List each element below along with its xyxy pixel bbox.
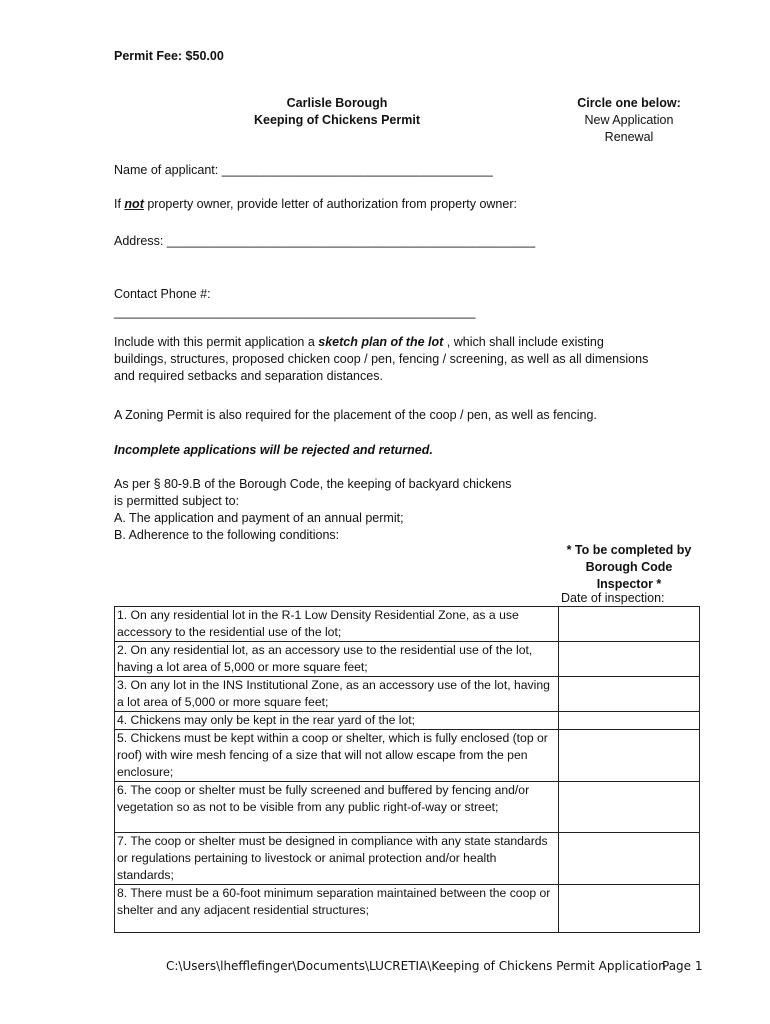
incomplete-note: Incomplete applications will be rejected and returned. (114, 443, 433, 457)
inspection-cell[interactable] (559, 833, 700, 885)
inspector-note (557, 542, 701, 593)
condition-row (115, 712, 700, 730)
phone-label: Contact Phone #: (114, 287, 211, 301)
condition-row (115, 833, 700, 885)
owner-authorization-line (114, 197, 517, 211)
inspector-line-1: * To be completed by (566, 543, 692, 557)
address-field: Address: _____________________________________________________ (114, 234, 536, 248)
condition-text: 1. On any residential lot in the R-1 Low Density Residential Zone, as a use accessory to the residential use of the lot; (115, 607, 559, 642)
code-item-a: A. The application and payment of an annual permit; (114, 511, 404, 525)
condition-text: 6. The coop or shelter must be fully screened and buffered by fencing and/or vegetation so as not to be visible from any public right-of-way or street; (115, 782, 559, 833)
form-title: Keeping of Chickens Permit (253, 113, 420, 127)
application-type (560, 95, 698, 146)
inspection-cell[interactable] (559, 607, 700, 642)
inspector-line-3: Inspector * (596, 577, 662, 591)
inspector-line-2: Borough Code (585, 560, 673, 574)
owner-prefix: If (114, 197, 125, 211)
inspection-date-label: Date of inspection: (561, 591, 665, 605)
permit-fee: Permit Fee: $50.00 (114, 49, 224, 63)
condition-row (115, 730, 700, 782)
condition-text: 5. Chickens must be kept within a coop or shelter, which is fully enclosed (top or roof) with wire mesh fencing of a size that will not allow escape from the pen enclosure; (115, 730, 559, 782)
sketch-suffix: , which shall include existing buildings, structures, proposed chicken coop / pen, fencing / screening, as well as all dimensions and required setbacks and separation distances. (114, 335, 649, 383)
owner-not-emphasis: not (124, 197, 144, 211)
condition-text: 4. Chickens may only be kept in the rear yard of the lot; (115, 712, 559, 730)
applicant-name-field: Name of applicant: _______________________________________ (114, 163, 493, 177)
option-new-application: New Application (584, 113, 674, 127)
sketch-plan-paragraph (114, 334, 654, 385)
inspection-cell[interactable] (559, 712, 700, 730)
owner-suffix: property owner, provide letter of authorization from property owner: (143, 197, 517, 211)
option-renewal: Renewal (604, 130, 654, 144)
code-line-2: is permitted subject to: (114, 494, 240, 508)
sketch-emphasis: sketch plan of the lot (318, 335, 444, 349)
conditions-table (114, 606, 700, 933)
borough-code-section (114, 476, 564, 544)
code-line-1: As per § 80-9.B of the Borough Code, the keeping of backyard chickens (114, 477, 512, 491)
contact-phone-field (114, 285, 476, 321)
sketch-prefix: Include with this permit application a (114, 335, 319, 349)
condition-row (115, 607, 700, 642)
form-heading (228, 95, 446, 129)
phone-line: ____________________________________________________ (114, 305, 476, 319)
inspection-cell[interactable] (559, 642, 700, 677)
circle-one-label: Circle one below: (577, 96, 681, 110)
inspection-cell[interactable] (559, 677, 700, 712)
zoning-note: A Zoning Permit is also required for the placement of the coop / pen, as well as fencing. (114, 408, 597, 422)
condition-text: 8. There must be a 60-foot minimum separation maintained between the coop or shelter and any adjacent residential structures; (115, 885, 559, 933)
condition-row (115, 885, 700, 933)
condition-text: 2. On any residential lot, as an accessory use to the residential use of the lot, having a lot area of 5,000 or more square feet; (115, 642, 559, 677)
footer-file-path: C:\Users\lhefflefinger\Documents\LUCRETIA\Keeping of Chickens Permit Application (166, 959, 666, 973)
condition-row (115, 677, 700, 712)
footer-page-number: Page 1 (662, 959, 703, 973)
inspection-cell[interactable] (559, 885, 700, 933)
condition-text: 7. The coop or shelter must be designed in compliance with any state standards or regulations pertaining to livestock or animal protection and/or health standards; (115, 833, 559, 885)
condition-row (115, 642, 700, 677)
code-item-b: B. Adherence to the following conditions: (114, 528, 340, 542)
condition-row (115, 782, 700, 833)
inspection-cell[interactable] (559, 782, 700, 833)
condition-text: 3. On any lot in the INS Institutional Zone, as an accessory use of the lot, having a lot area of 5,000 or more square feet; (115, 677, 559, 712)
inspection-cell[interactable] (559, 730, 700, 782)
borough-name: Carlisle Borough (286, 96, 388, 110)
